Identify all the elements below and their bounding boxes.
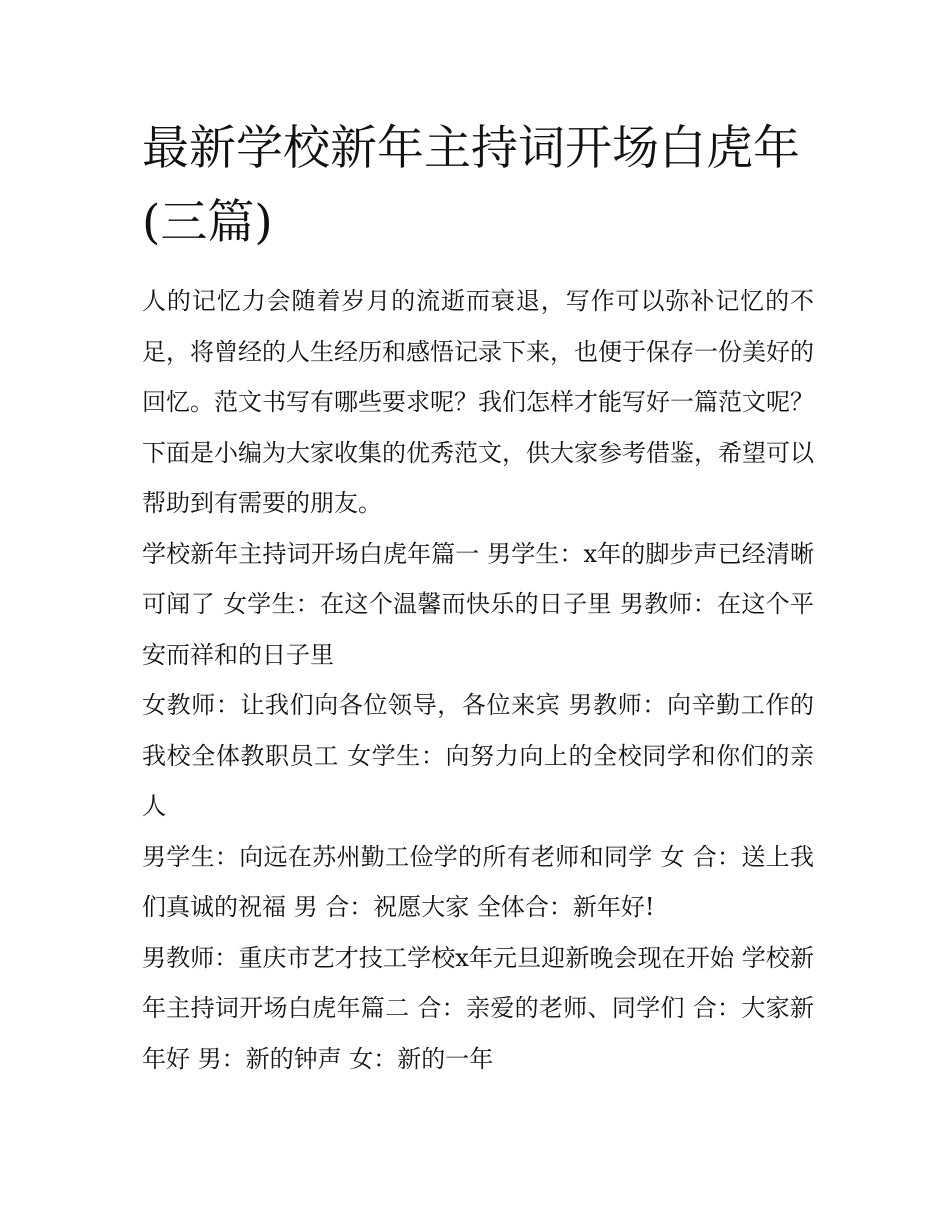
intro-paragraph: 人的记忆力会随着岁月的流逝而衰退，写作可以弥补记忆的不足，将曾经的人生经历和感悟记录下来，也便于保存一份美好的回忆。范文书写有哪些要求呢？我们怎样才能写好一篇范文呢？下面是小编为大家收集的优秀范文，供大家参考借鉴，希望可以帮助到有需要的朋友。	[142, 287, 814, 517]
body-paragraph-3: 男学生：向远在苏州勤工俭学的所有老师和同学 女 合：送上我们真诚的祝福 男 合：祝愿大家 全体合：新年好!	[142, 842, 814, 921]
body-paragraph-1: 学校新年主持词开场白虎年篇一 男学生：x年的脚步声已经清晰可闻了 女学生：在这个温馨而快乐的日子里 男教师：在这个平安而祥和的日子里	[142, 539, 814, 669]
document-title: 最新学校新年主持词开场白虎年(三篇)	[142, 121, 800, 250]
body-paragraph-4: 男教师：重庆市艺才技工学校x年元旦迎新晚会现在开始 学校新年主持词开场白虎年篇二 合：亲爱的老师、同学们 合：大家新年好 男：新的钟声 女：新的一年	[142, 943, 814, 1073]
body-paragraph-2: 女教师：让我们向各位领导，各位来宾 男教师：向辛勤工作的我校全体教职员工 女学生：向努力向上的全校同学和你们的亲人	[142, 691, 814, 820]
document-page	[142, 112, 814, 1084]
